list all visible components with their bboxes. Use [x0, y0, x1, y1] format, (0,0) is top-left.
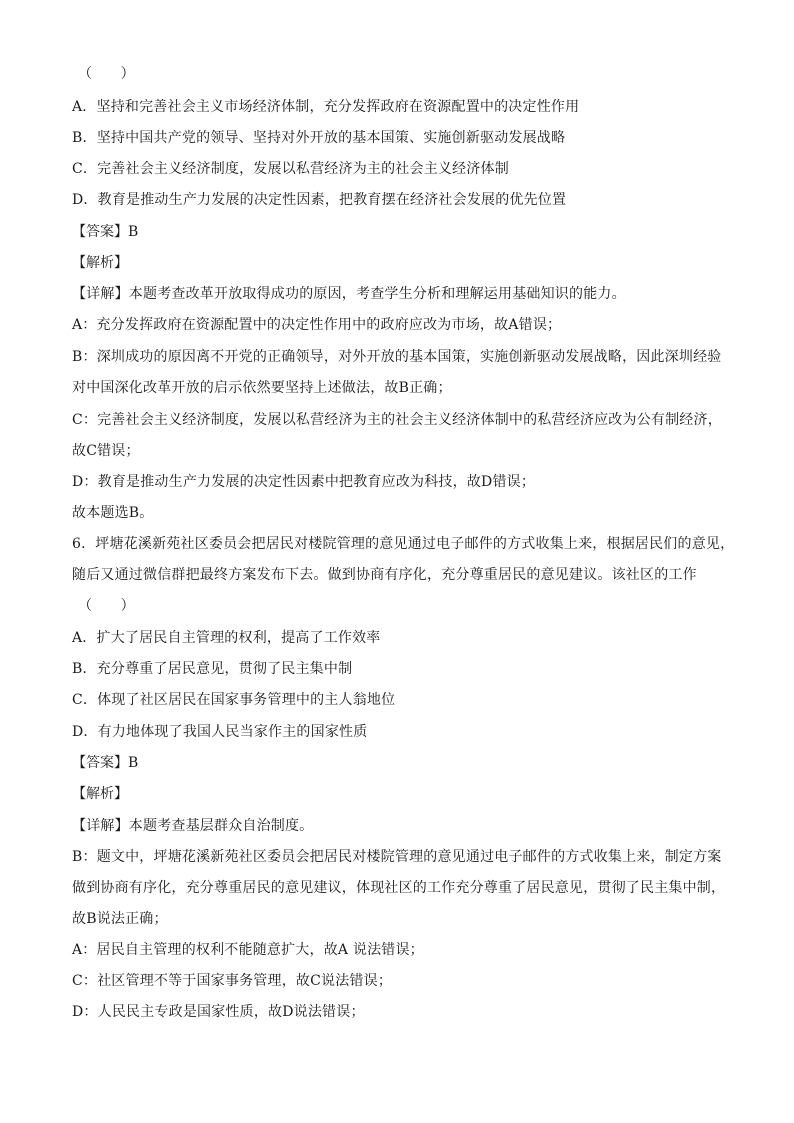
q6-answer: 【答案】B	[72, 755, 139, 771]
q5-explanation-line: A：充分发挥政府在资源配置中的决定性作用中的政府应改为市场，故A错误；	[72, 317, 562, 333]
q6-explanation-line: C：社区管理不等于国家事务管理，故C说法错误；	[72, 973, 393, 989]
q6-explanation-line: 故B说法正确；	[72, 911, 168, 927]
q5-analysis-tag: 【解析】	[72, 255, 128, 271]
q5-conclusion: 故本题选B。	[72, 505, 154, 521]
q5-option-a: A．坚持和完善社会主义市场经济体制，充分发挥政府在资源配置中的决定性作用	[72, 99, 580, 115]
q6-explanation-line: B：题文中，坪塘花溪新苑社区委员会把居民对楼院管理的意见通过电子邮件的方式收集上来，制定方案	[72, 849, 722, 865]
q6-explanation-line: D：人民民主专政是国家性质，故D说法错误；	[72, 1004, 365, 1020]
q6-option-c: C．体现了社区居民在国家事务管理中的主人翁地位	[72, 692, 396, 708]
q5-explanation-line: 故C错误；	[72, 443, 140, 459]
q5-explanation-line: B：深圳成功的原因离不开党的正确领导，对外开放的基本国策，实施创新驱动发展战略，因此深圳经验	[72, 349, 722, 365]
q5-explanation-line: 对中国深化改革开放的启示依然要坚持上述做法，故B正确；	[72, 380, 452, 396]
q6-stem-line: 6．坪塘花溪新苑社区委员会把居民对楼院管理的意见通过电子邮件的方式收集上来，根据居民们的意见，	[72, 536, 735, 552]
q5-explanation-line: C：完善社会主义经济制度，发展以私营经济为主的社会主义经济体制中的私营经济应改为公有制经济，	[72, 412, 722, 428]
q5-option-b: B．坚持中国共产党的领导、坚持对外开放的基本国策、实施创新驱动发展战略	[72, 130, 566, 146]
q5-option-c: C．完善社会主义经济制度，发展以私营经济为主的社会主义经济体制	[72, 161, 509, 177]
q5-option-d: D．教育是推动生产力发展的决定性因素，把教育摆在经济社会发展的优先位置	[72, 192, 567, 208]
q5-explanation-line: D：教育是推动生产力发展的决定性因素中把教育应改为科技，故D错误；	[72, 474, 536, 490]
q6-option-a: A．扩大了居民自主管理的权利，提高了工作效率	[72, 630, 381, 646]
q5-explanation-line: 【详解】本题考查改革开放取得成功的原因，考查学生分析和理解运用基础知识的能力。	[72, 286, 626, 302]
q6-option-d: D．有力地体现了我国人民当家作主的国家性质	[72, 724, 368, 740]
q6-explanation-line: A：居民自主管理的权利不能随意扩大，故A 说法错误；	[72, 942, 424, 958]
q5-answer-bracket: （ ）	[78, 66, 135, 82]
q6-answer-bracket: （ ）	[78, 598, 135, 614]
q5-answer: 【答案】B	[72, 224, 139, 240]
q6-analysis-tag: 【解析】	[72, 786, 128, 802]
q6-option-b: B．充分尊重了居民意见，贯彻了民主集中制	[72, 661, 353, 677]
q6-stem-line: 随后又通过微信群把最终方案发布下去。做到协商有序化，充分尊重居民的意见建议。该社区的工作	[72, 567, 697, 583]
q6-explanation-line: 【详解】本题考查基层群众自治制度。	[72, 818, 314, 834]
q6-explanation-line: 做到协商有序化，充分尊重居民的意见建议，体现社区的工作充分尊重了居民意见，贯彻了民主集中制，	[72, 880, 726, 896]
